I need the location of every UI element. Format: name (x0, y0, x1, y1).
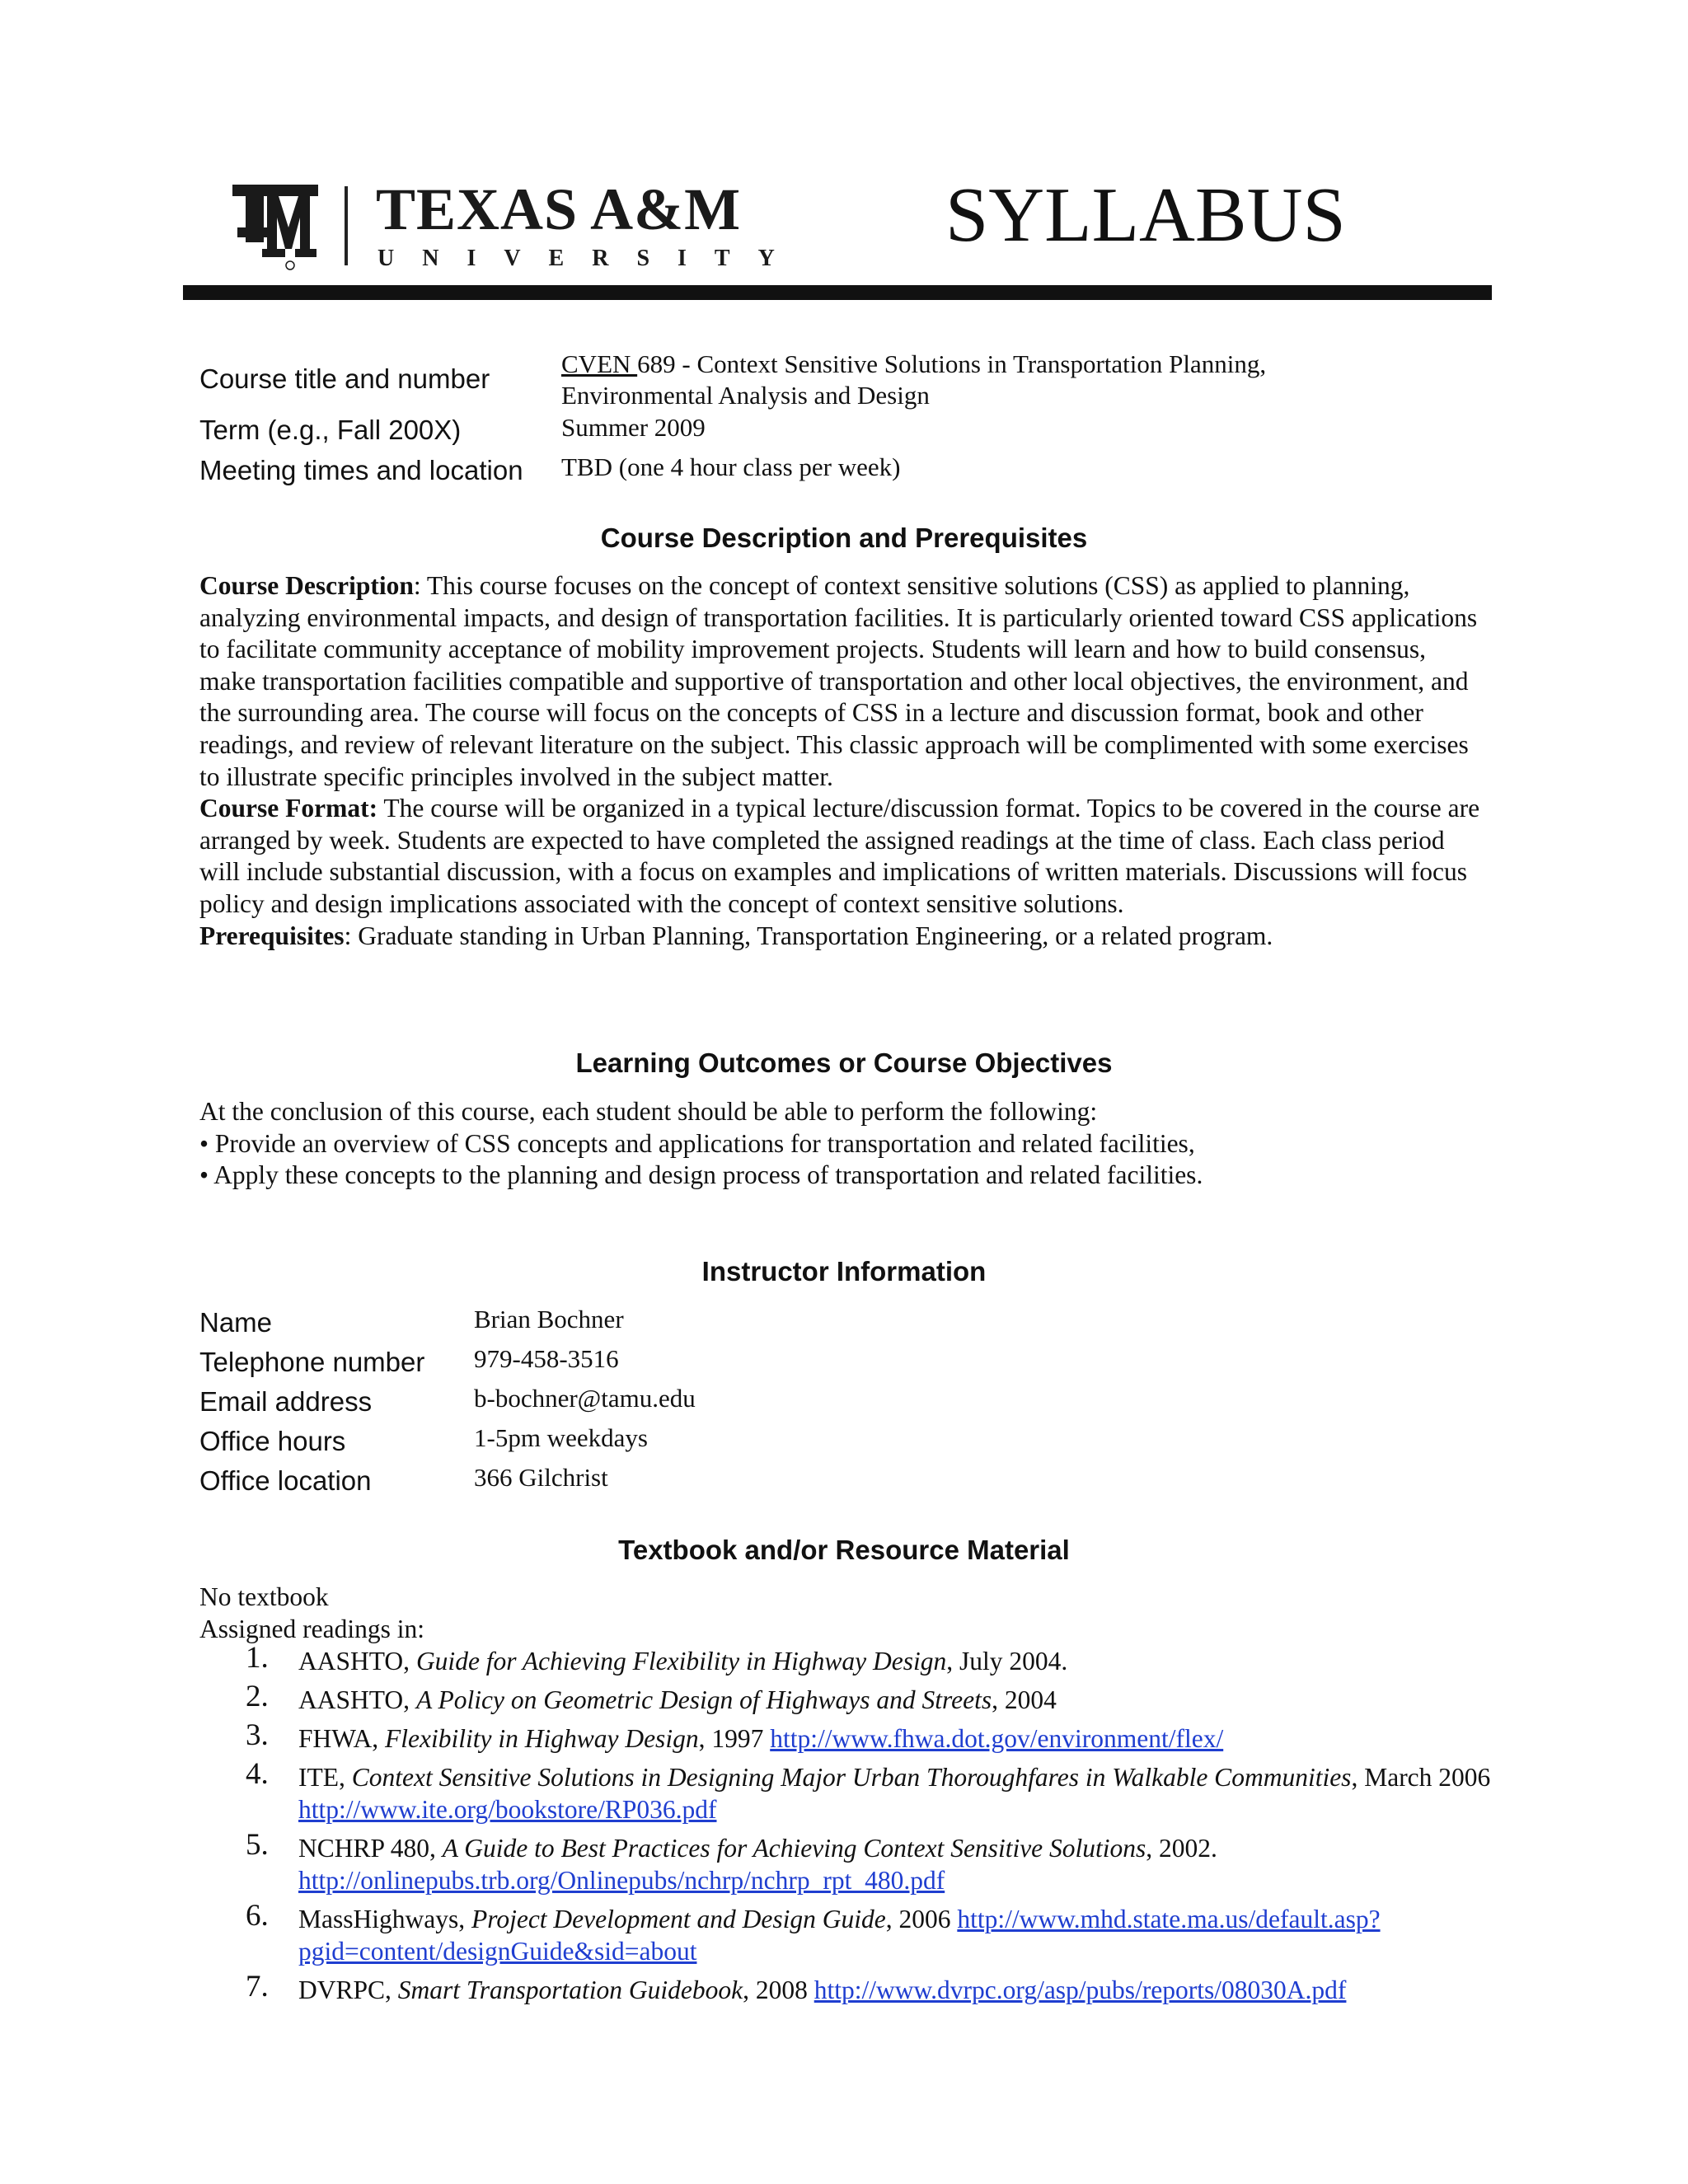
logo-divider (345, 186, 348, 265)
outcome-item: • Apply these concepts to the planning and design process of transportation and related facilities. (199, 1160, 1203, 1190)
reading-date: , July 2004. (946, 1647, 1068, 1675)
office-hours-value: 1-5pm weekdays (474, 1423, 648, 1452)
tamu-logo (229, 176, 913, 277)
reading-title: Smart Transportation Guidebook (397, 1975, 743, 2004)
reading-title: Guide for Achieving Flexibility in Highway Design (415, 1647, 947, 1675)
reading-link[interactable]: http://www.fhwa.dot.gov/environment/flex/ (770, 1724, 1224, 1753)
course-code: CVEN (561, 349, 638, 378)
description-heading: Course Description and Prerequisites (600, 523, 1088, 553)
reading-date: , 2006 (885, 1905, 958, 1933)
course-format-label: Course Format: (199, 794, 378, 823)
header-rule (183, 285, 1492, 300)
reading-date: , 2008 (743, 1975, 814, 2004)
reading-author: ITE, (298, 1763, 352, 1792)
reading-number: 6. (246, 1899, 269, 1933)
course-format-text: The course will be organized in a typical lecture/discussion format. Topics to be covered in the course are arranged by week. Students are expected to have completed the assigned readings at the time of class. Each class period will include substantial discussion, with a focus on examples and implications of written materials. Discussions will focus policy and design implications associated with the concept of context sensitive solutions. (199, 794, 1480, 918)
no-textbook-text: No textbook (199, 1582, 329, 1611)
list-item (199, 1757, 1502, 1825)
page-header (183, 165, 1492, 305)
course-title-label: Course title and number (199, 363, 490, 394)
textbook-heading: Textbook and/or Resource Material (618, 1535, 1070, 1565)
reading-number: 7. (246, 1970, 269, 2004)
course-title-line1: 689 - Context Sensitive Solutions in Transportation Planning, (637, 349, 1267, 378)
instructor-name-value: Brian Bochner (474, 1305, 624, 1333)
list-item (199, 1899, 1502, 1967)
outcomes-intro: At the conclusion of this course, each student should be able to perform the following: (199, 1097, 1098, 1126)
reading-title: Context Sensitive Solutions in Designing Major Urban Thoroughfares in Walkable Communities (351, 1763, 1352, 1792)
list-item (199, 1828, 1502, 1896)
course-description-text: : This course focuses on the concept of context sensitive solutions (CSS) as applied to planning, analyzing environmental impacts, and design of transportation facilities. It is particularly oriented toward CSS applications to facilitate community acceptance of mobility improvement projects. Students will learn and how to build consensus, make transportation facilities compatible and supportive of transportation and other local objectives, the environment, and the surrounding area. The course will focus on the concepts of CSS in a lecture and discussion format, book and other readings, and review of relevant literature on the subject. This classic approach will be complimented with some exercises to illustrate specific principles involved in the subject matter. (199, 571, 1478, 791)
reading-number: 5. (246, 1828, 269, 1862)
assigned-readings-text: Assigned readings in: (199, 1614, 424, 1643)
course-title-line2: Environmental Analysis and Design (561, 381, 930, 410)
reading-number: 1. (246, 1641, 269, 1675)
list-item (199, 1680, 1502, 1716)
telephone-value: 979-458-3516 (474, 1344, 619, 1373)
reading-date: , 2002. (1146, 1834, 1217, 1863)
list-item (199, 1718, 1502, 1755)
reading-number: 4. (246, 1757, 269, 1791)
reading-title: A Policy on Geometric Design of Highways and Streets (415, 1685, 992, 1714)
atm-logo-icon (229, 180, 321, 272)
prerequisites-text: : Graduate standing in Urban Planning, Transportation Engineering, or a related program. (344, 921, 1273, 950)
reading-list (199, 1641, 1502, 2013)
office-location-value: 366 Gilchrist (474, 1463, 608, 1492)
outcomes-heading: Learning Outcomes or Course Objectives (575, 1047, 1113, 1078)
reading-date: , 2004 (992, 1685, 1057, 1714)
instructor-heading: Instructor Information (701, 1256, 987, 1286)
meeting-value: TBD (one 4 hour class per week) (561, 452, 901, 481)
reading-title: Project Development and Design Guide (471, 1905, 886, 1933)
textbook-intro (199, 1582, 1485, 1645)
course-format (199, 793, 1485, 920)
outcome-item: • Provide an overview of CSS concepts and applications for transportation and related facilities, (199, 1128, 1195, 1158)
reading-date: , March 2006 (1351, 1763, 1491, 1792)
reading-link[interactable]: http://www.dvrpc.org/asp/pubs/reports/08030A.pdf (814, 1975, 1347, 2004)
reading-author: FHWA, (298, 1724, 386, 1753)
reading-author: NCHRP 480, (298, 1834, 443, 1863)
reading-title: Flexibility in Highway Design (385, 1724, 699, 1753)
reading-link[interactable]: http://www.ite.org/bookstore/RP036.pdf (298, 1795, 717, 1824)
page-title: SYLLABUS (945, 172, 1346, 258)
outcomes-body (199, 1096, 1485, 1192)
term-label: Term (e.g., Fall 200X) (199, 415, 462, 445)
term-value: Summer 2009 (561, 413, 706, 442)
reading-author: AASHTO, (298, 1647, 416, 1675)
course-description-label: Course Description (199, 571, 414, 600)
list-item (199, 1970, 1502, 2006)
email-label: Email address (199, 1386, 373, 1417)
logo-subtitle: UNIVERSITY (377, 246, 803, 271)
description-body (199, 570, 1485, 952)
prerequisites (199, 921, 1485, 953)
logo-name: TEXAS A&M (376, 176, 742, 242)
course-description (199, 570, 1485, 793)
reading-link[interactable]: http://www.mhd.state.ma.us/default.asp?pgid=content/designGuide&sid=about (298, 1905, 1381, 1966)
meeting-label: Meeting times and location (199, 455, 523, 485)
reading-author: MassHighways, (298, 1905, 471, 1933)
reading-author: DVRPC, (298, 1975, 398, 2004)
reading-link[interactable]: http://onlinepubs.trb.org/Onlinepubs/nchrp/nchrp_rpt_480.pdf (298, 1866, 945, 1895)
email-value: b-bochner@tamu.edu (474, 1384, 696, 1413)
reading-number: 3. (246, 1718, 269, 1752)
telephone-label: Telephone number (199, 1347, 425, 1377)
course-title-value (561, 349, 1266, 380)
reading-author: AASHTO, (298, 1685, 416, 1714)
office-location-label: Office location (199, 1465, 372, 1496)
reading-number: 2. (246, 1680, 269, 1713)
reading-date: , 1997 (698, 1724, 771, 1753)
instructor-name-label: Name (199, 1307, 273, 1338)
reading-title: A Guide to Best Practices for Achieving Context Sensitive Solutions (442, 1834, 1146, 1863)
office-hours-label: Office hours (199, 1426, 346, 1456)
list-item (199, 1641, 1502, 1677)
prerequisites-label: Prerequisites (199, 921, 345, 950)
